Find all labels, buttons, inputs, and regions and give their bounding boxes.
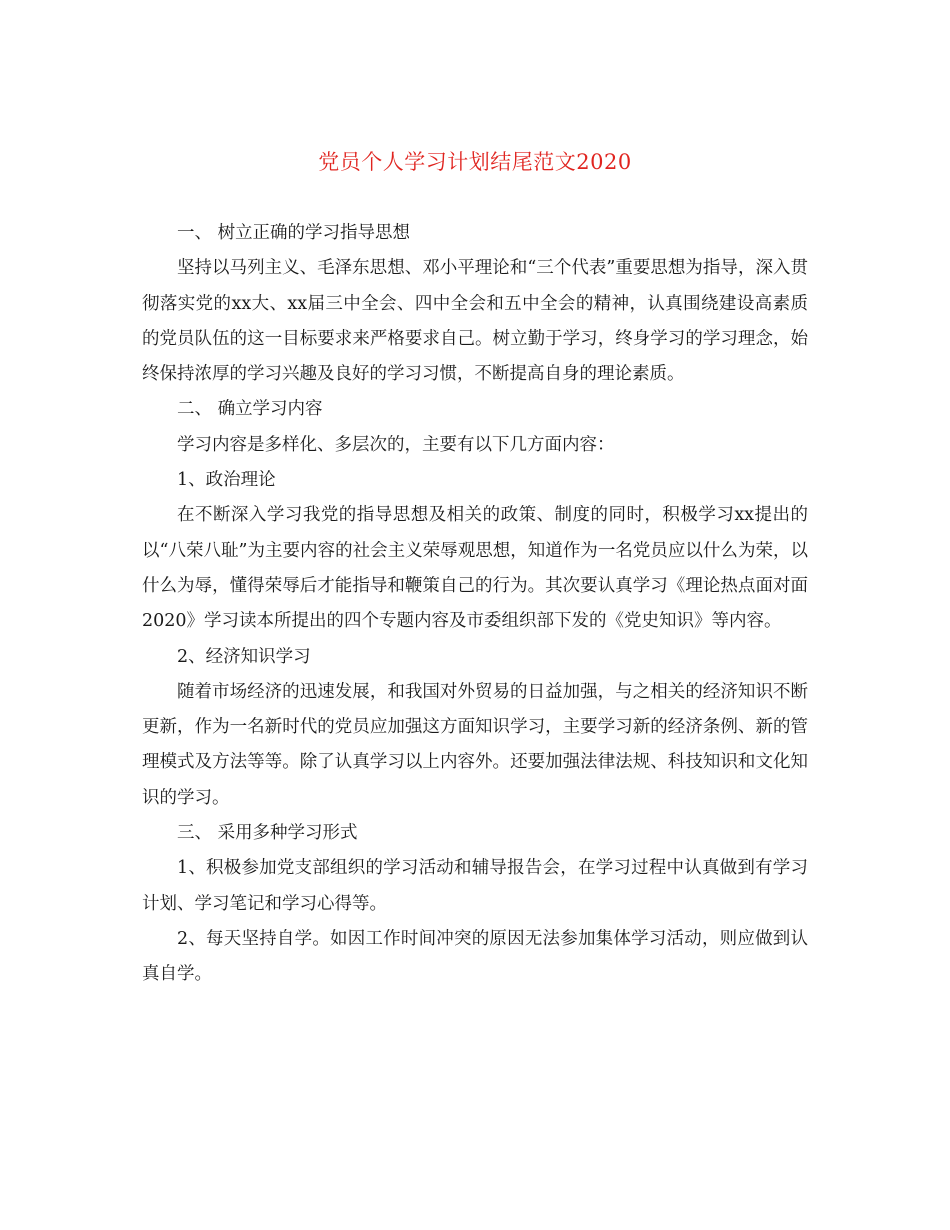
body-paragraph: 随着市场经济的迅速发展，和我国对外贸易的日益加强，与之相关的经济知识不断更新，作为一名新时代的党员应加强这方面知识学习，主要学习新的经济条例、新的管理模式及方法等等。除了认真学习以上内容外。还要加强法律法规、科技知识和文化知识的学习。	[142, 681, 808, 808]
section-heading-2: 二、 确立学习内容	[177, 399, 323, 420]
document-body	[142, 216, 808, 993]
body-paragraph: 在不断深入学习我党的指导思想及相关的政策、制度的同时，积极学习xx提出的以“八荣八耻”为主要内容的社会主义荣辱观思想，知道作为一名党员应以什么为荣，以什么为辱，懂得荣辱后才能指导和鞭策自己的行为。其次要认真学习《理论热点面对面2020》学习读本所提出的四个专题内容及市委组织部下发的《党史知识》等内容。	[142, 505, 808, 632]
section-heading-1: 一、 树立正确的学习指导思想	[177, 223, 411, 243]
subsection-heading-economics: 2、经济知识学习	[177, 646, 311, 667]
body-paragraph: 坚持以马列主义、毛泽东思想、邓小平理论和“三个代表”重要思想为指导，深入贯彻落实党的xx大、xx届三中全会、四中全会和五中全会的精神，认真围绕建设高素质的党员队伍的这一目标要求来严格要求自己。树立勤于学习，终身学习的学习理念，始终保持浓厚的学习兴趣及良好的学习习惯，不断提高自身的理论素质。	[142, 258, 808, 385]
section-heading-3: 三、 采用多种学习形式	[177, 823, 358, 844]
document-title: 党员个人学习计划结尾范文2020	[318, 150, 632, 175]
subsection-heading-politics: 1、政治理论	[177, 470, 276, 491]
body-paragraph: 学习内容是多样化、多层次的，主要有以下几方面内容：	[177, 434, 615, 455]
body-paragraph: 1、积极参加党支部组织的学习活动和辅导报告会，在学习过程中认真做到有学习计划、学习笔记和学习心得等。	[142, 858, 808, 914]
body-paragraph: 2、每天坚持自学。如因工作时间冲突的原因无法参加集体学习活动，则应做到认真自学。	[142, 928, 808, 985]
